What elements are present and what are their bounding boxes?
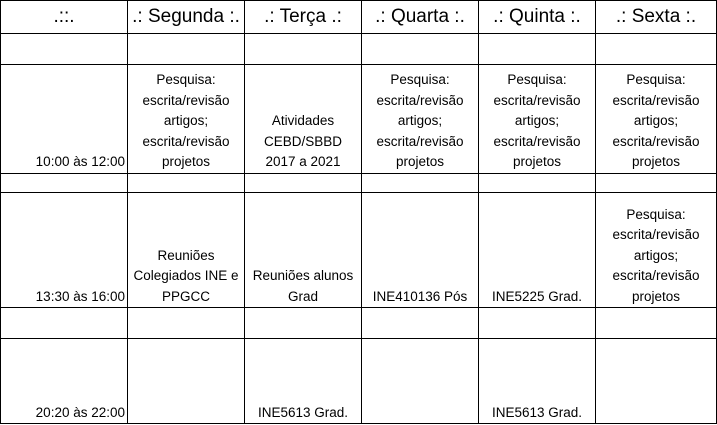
cell-text: INE410136 Pós — [372, 288, 468, 304]
spacer-row — [1, 34, 717, 64]
schedule-cell — [362, 338, 479, 423]
schedule-cell — [245, 338, 362, 423]
schedule-row-afternoon — [1, 192, 717, 308]
cell-text: Pesquisa: escrita/revisão artigos; escrita/revisão projetos — [142, 72, 230, 170]
empty-cell — [245, 173, 362, 192]
schedule-cell — [596, 64, 717, 173]
spacer-row — [1, 308, 717, 338]
header-corner: .::. — [1, 1, 128, 34]
cell-text: Pesquisa: escrita/revisão artigos; escrita/revisão projetos — [612, 206, 700, 304]
cell-text: Pesquisa: escrita/revisão artigos; escrita/revisão projetos — [376, 72, 464, 170]
empty-cell — [1, 34, 128, 64]
spacer-row — [1, 173, 717, 192]
schedule-cell — [128, 338, 245, 423]
header-day-segunda: .: Segunda :. — [128, 1, 245, 34]
empty-cell — [479, 34, 596, 64]
schedule-cell — [596, 338, 717, 423]
schedule-cell — [245, 192, 362, 308]
empty-cell — [596, 308, 717, 338]
schedule-cell — [362, 192, 479, 308]
schedule-cell — [362, 64, 479, 173]
schedule-cell — [128, 64, 245, 173]
schedule-cell — [128, 192, 245, 308]
time-cell: 20:20 às 22:00 — [1, 338, 128, 423]
schedule-row-evening — [1, 338, 717, 423]
empty-cell — [479, 173, 596, 192]
schedule-row-morning — [1, 64, 717, 173]
schedule-cell — [479, 192, 596, 308]
empty-cell — [245, 308, 362, 338]
cell-text: INE5613 Grad. — [491, 404, 583, 420]
empty-cell — [1, 308, 128, 338]
header-row — [1, 1, 717, 34]
cell-text: Pesquisa: escrita/revisão artigos; escrita/revisão projetos — [493, 72, 581, 170]
empty-cell — [362, 34, 479, 64]
schedule-cell — [479, 338, 596, 423]
empty-cell — [128, 173, 245, 192]
header-day-quarta: .: Quarta :. — [362, 1, 479, 34]
empty-cell — [596, 34, 717, 64]
empty-cell — [1, 173, 128, 192]
empty-cell — [362, 173, 479, 192]
empty-cell — [128, 34, 245, 64]
empty-cell — [245, 34, 362, 64]
empty-cell — [479, 308, 596, 338]
empty-cell — [128, 308, 245, 338]
time-cell: 10:00 às 12:00 — [1, 64, 128, 173]
cell-text: Atividades CEBD/SBBD 2017 a 2021 — [263, 113, 343, 170]
time-cell: 13:30 às 16:00 — [1, 192, 128, 308]
schedule-cell — [596, 192, 717, 308]
empty-cell — [362, 308, 479, 338]
schedule-cell — [479, 64, 596, 173]
empty-cell — [596, 173, 717, 192]
cell-text: INE5225 Grad. — [491, 288, 583, 304]
cell-text: Pesquisa: escrita/revisão artigos; escrita/revisão projetos — [612, 72, 700, 170]
header-day-terca: .: Terça .: — [245, 1, 362, 34]
cell-text: INE5613 Grad. — [257, 404, 349, 420]
cell-text: Reuniões Colegiados INE e PPGCC — [133, 247, 239, 304]
header-day-quinta: .: Quinta :. — [479, 1, 596, 34]
cell-text: Reuniões alunos Grad — [252, 268, 354, 304]
schedule-cell — [245, 64, 362, 173]
header-day-sexta: .: Sexta :. — [596, 1, 717, 34]
